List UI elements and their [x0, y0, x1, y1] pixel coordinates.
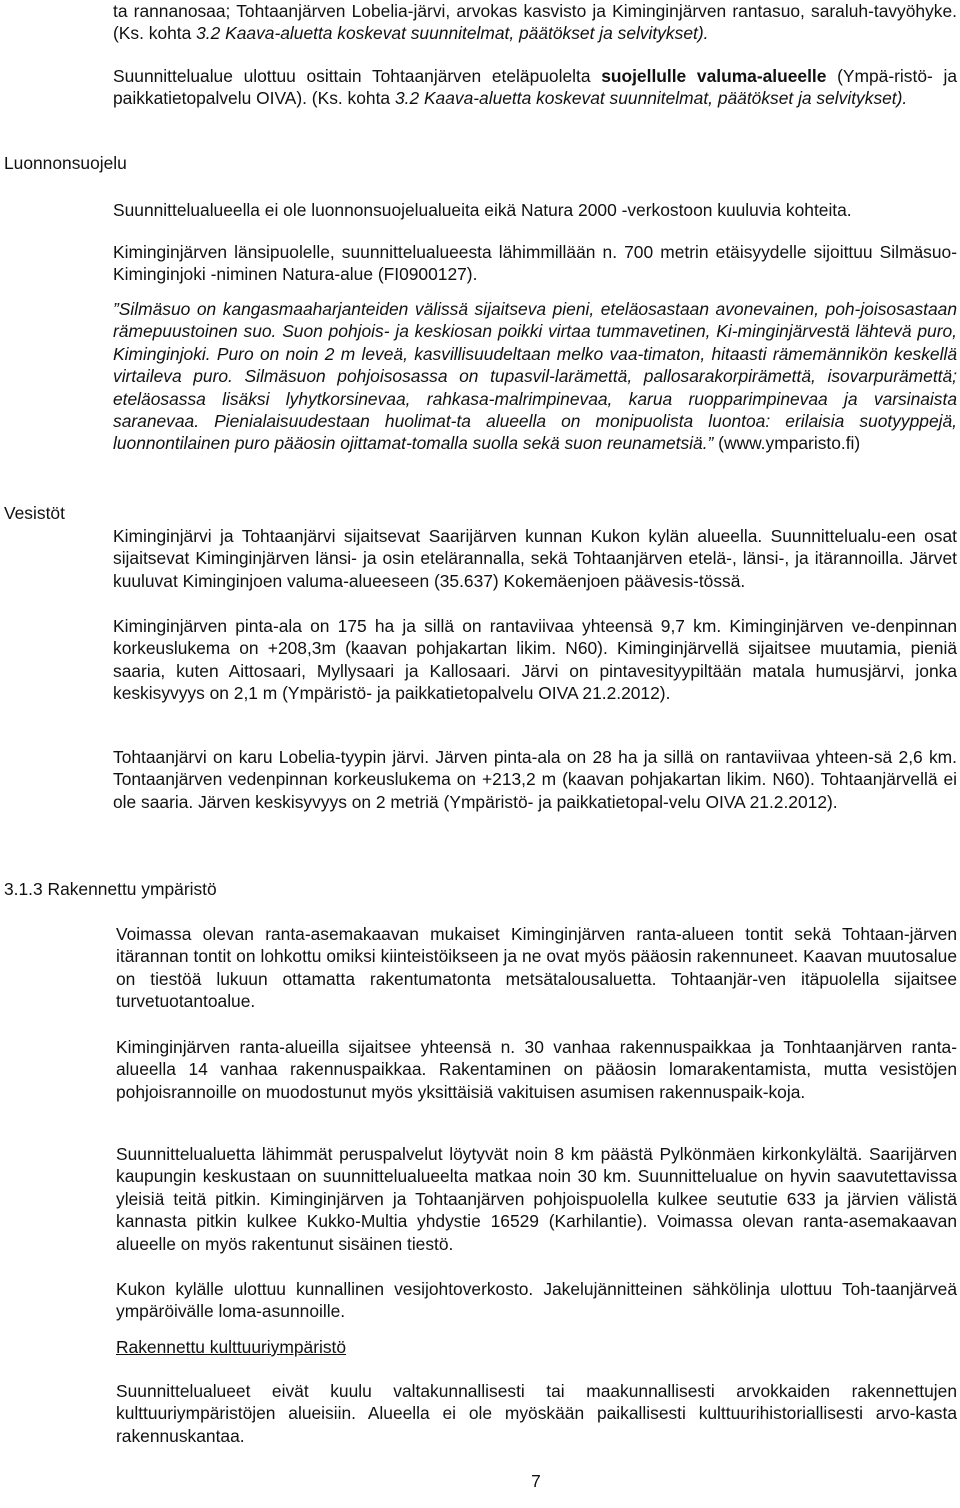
section-heading: 3.1.3 Rakennettu ympäristö: [4, 879, 217, 899]
vesistot-label: Vesistöt: [4, 503, 65, 523]
rakennettu-p4: Kukon kylälle ulottuu kunnallinen vesijohtoverkosto. Jakelujännitteinen sähkölinja ulottuu Toh-taanjärveä ympäröivälle loma-asunnoille.: [116, 1279, 957, 1322]
rakennettu-p3: Suunnittelualuetta lähimmät peruspalvelut löytyvät noin 8 km päästä Pylkönmäen kirkonkylältä. Saarijärven kaupungin keskustaan on suunnittelualueelta matkaa noin 30 km. Suunnittelualue on hyvin saavutettavissa yleisiä teitä pitkin. Kiminginjärven ja Tohtaanjärven pohjoispuolella kulkee seututie 633 ja järvien välistä kannasta pitkin kulkee Kukko-Multia yhdystie 16529 (Karhilantie). Voimassa olevan ranta-asemakaavan alueelle on myös rakentunut sisäinen tiestö.: [116, 1144, 957, 1254]
rakennettu-p1: Voimassa olevan ranta-asemakaavan mukaiset Kiminginjärven ranta-alueen tontit sekä Tohtaan-järven itärannan tontit on lohkottu omiksi kiinteistöikseen ja ne ovat myös pääosin rakennuneet. Kaavan muutosalue on tiestöä lukuun ottamatta rakentumatonta metsätalousaluetta. Tohtaanjär-ven itäpuolella sijaitsee turvetuotantoalue.: [116, 924, 957, 1012]
intro-text: ta rannanosaa; Tohtaanjärven Lobelia-järvi, arvokas kasvisto ja Kiminginjärven rantasuo, saraluh-tavyöhyke. (Ks. kohta: [113, 1, 957, 44]
valuma-bold: suojellulle valuma-alueelle: [601, 66, 827, 86]
valuma-text-2: (Ympä-ristö- ja paikkatietopalvelu OIVA). (Ks. kohta: [113, 66, 958, 109]
rakennettu-p5: Suunnittelualueet eivät kuulu valtakunnallisesti tai maakunnallisesti arvokkaiden rakennettujen kulttuuriympäristöjen alueisiin. Alueella ei ole myöskään paikallisesti kulttuurihistoriallisesti arvo-kasta rakennuskantaa.: [116, 1381, 957, 1446]
valuma-paragraph: [113, 65, 957, 110]
vesistot-p2: Kiminginjärven pinta-ala on 175 ha ja sillä on rantaviivaa yhteensä 9,7 km. Kiminginjärven ve-denpinnan korkeuslukema on +208,3m (kaavan pohjakartan likim. N60). Kiminginjärvellä sijaitsee muutamia, pieniä saaria, kuten Aittosaari, Myllysaari ja Kallosaari. Järvi on pintavesityypiltään matala humusjärvi, jonka keskisyvyys on 2,1 m (Ympäristö- ja paikkatietopalvelu OIVA 21.2.2012).: [113, 616, 957, 704]
kulttuuri-heading: Rakennettu kulttuuriympäristö: [116, 1337, 347, 1357]
luonnonsuojelu-p2: Kiminginjärven länsipuolelle, suunnittelualueesta lähimmillään n. 700 metrin etäisyydelle sijoittuu Silmäsuo-Kiminginjoki -niminen Natura-alue (FI0900127).: [113, 242, 957, 285]
intro-reference: 3.2 Kaava-aluetta koskevat suunnitelmat, päätökset ja selvitykset).: [196, 23, 709, 44]
valuma-reference: 3.2 Kaava-aluetta koskevat suunnitelmat, päätökset ja selvitykset).: [394, 88, 908, 109]
rakennettu-p2: Kiminginjärven ranta-alueilla sijaitsee yhteensä n. 30 vanhaa rakennuspaikkaa ja Tonhtaanjärven ranta-alueella 14 vanhaa rakennuspaikkaa. Rakentaminen on pääosin lomarakentamista, mutta vesistöjen pohjoisrannoille on muodostunut myös yksittäisiä vakituisen asumisen rakennuspaik-koja.: [116, 1037, 957, 1102]
quote-source: (www.ymparisto.fi): [713, 433, 861, 454]
natura-quote-paragraph: [113, 298, 957, 455]
vesistot-p1: Kiminginjärvi ja Tohtaanjärvi sijaitsevat Saarijärven kunnan Kukon kylän alueella. Suunnittelualu-een osat sijaitsevat Kiminginjärven länsi- ja osin etelärannalla, sekä Tohtaanjärven etelä-, länsi-, ja itärannoilla. Järvet kuuluvat Kiminginjoen valuma-alueeseen (35.637) Kokemäenjoen päävesis-tössä.: [113, 526, 957, 591]
luonnonsuojelu-label: Luonnonsuojelu: [4, 153, 127, 173]
intro-paragraph: [113, 0, 957, 45]
natura-quote: ”Silmäsuo on kangasmaaharjanteiden välissä sijaitseva pieni, eteläosastaan avonevainen, poh-joisosastaan rämepuustoinen suo. Suon pohjois- ja keskiosan poikki virtaa tummavetinen, Ki-minginjärvestä lähtevä puro, Kiminginjoki. Puro on noin 2 m leveä, kasvillisuudeltaan melko vaa-timaton, hitaasti rämemännikön keskellä virtaileva puro. Silmäsuon pohjoisosassa on tupasvil-larämettä, pallosarakorpirämettä, isovarpurämettä; eteläosassa lisäksi lyhytkorsinevaa, rahkasa-malrimpinevaa, karua ruopparimpinevaa ja varsinaista saranevaa. Pienialaisuudestaan huolimat-ta alueella on monipuolista luontoa: erilaisia suotyyppejä, luonnontilainen puro pääosin ojittamat-tomalla suolla sekä suon reunametsiä.”: [113, 299, 957, 454]
page-number: 7: [531, 1471, 541, 1491]
valuma-text: Suunnittelualue ulottuu osittain Tohtaanjärven eteläpuolelta: [113, 66, 602, 86]
vesistot-p3: Tohtaanjärvi on karu Lobelia-tyypin järvi. Järven pinta-ala on 28 ha ja sillä on rantaviivaa yhteen-sä 2,6 km. Tontaanjärven vedenpinnan korkeuslukema on +213,2 m (kaavan pohjakartan likim. N60). Tohtaanjärvellä ei ole saaria. Järven keskisyvyys on 2 metriä (Ympäristö- ja paikkatietopal-velu OIVA 21.2.2012).: [113, 747, 957, 812]
luonnonsuojelu-p1: Suunnittelualueella ei ole luonnonsuojelualueita eikä Natura 2000 -verkostoon kuuluvia kohteita.: [113, 200, 852, 220]
